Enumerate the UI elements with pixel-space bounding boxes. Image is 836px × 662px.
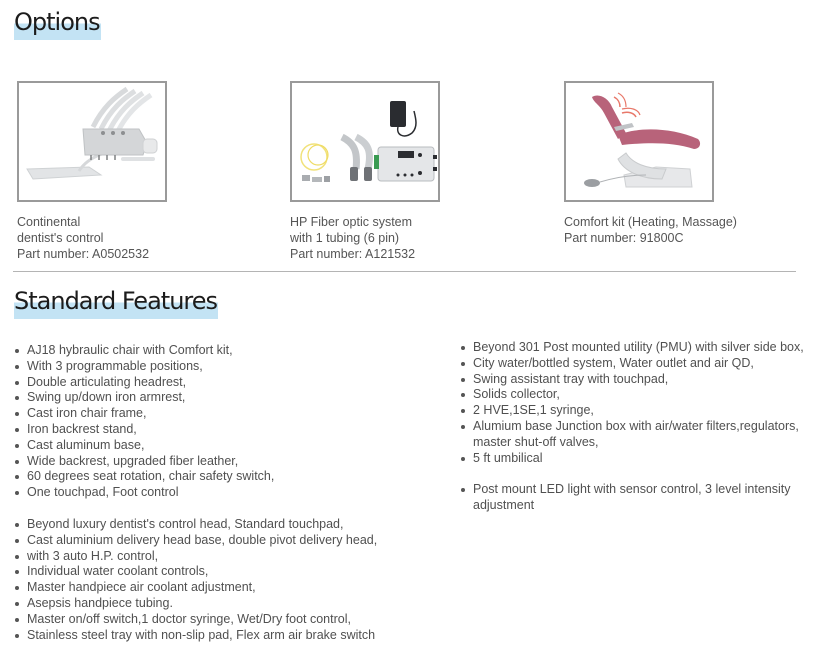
option-caption bbox=[564, 214, 737, 246]
list-item: Solids collector, bbox=[460, 387, 820, 403]
chair-features-list bbox=[14, 343, 274, 501]
list-item: Asepsis handpiece tubing. bbox=[14, 596, 377, 612]
list-item: City water/bottled system, Water outlet and air QD, bbox=[460, 356, 820, 372]
option-card-dentist-control bbox=[17, 81, 167, 262]
option-title-line2: dentist's control bbox=[17, 231, 104, 245]
list-item: 5 ft umbilical bbox=[460, 451, 820, 467]
list-item: Double articulating headrest, bbox=[14, 375, 274, 391]
option-title-line1: Continental bbox=[17, 215, 81, 229]
option-caption bbox=[17, 214, 167, 262]
option-part-number: Part number: A0502532 bbox=[17, 247, 150, 261]
list-item: Stainless steel tray with non-slip pad, Flex arm air brake switch bbox=[14, 628, 377, 644]
fiber-optic-system-photo bbox=[290, 81, 440, 202]
list-item: 60 degrees seat rotation, chair safety switch, bbox=[14, 469, 274, 485]
standard-features-heading bbox=[14, 289, 218, 313]
list-item: Iron backrest stand, bbox=[14, 422, 274, 438]
list-item: Cast aluminum base, bbox=[14, 438, 274, 454]
utility-features-list bbox=[460, 340, 820, 466]
options-heading bbox=[14, 10, 101, 34]
list-item: Individual water coolant controls, bbox=[14, 564, 377, 580]
list-item: Swing assistant tray with touchpad, bbox=[460, 372, 820, 388]
list-item: Swing up/down iron armrest, bbox=[14, 390, 274, 406]
option-card-comfort-kit bbox=[564, 81, 737, 246]
list-item: Cast iron chair frame, bbox=[14, 406, 274, 422]
list-item: Master on/off switch,1 doctor syringe, Wet/Dry foot control, bbox=[14, 612, 377, 628]
option-part-number: Part number: 91800C bbox=[564, 231, 684, 245]
list-item: 2 HVE,1SE,1 syringe, bbox=[460, 403, 820, 419]
option-card-fiber-optic bbox=[290, 81, 440, 262]
list-item: with 3 auto H.P. control, bbox=[14, 549, 377, 565]
options-heading-text: Options bbox=[14, 8, 101, 40]
dentist-control-head-image bbox=[19, 83, 165, 200]
list-item: Master handpiece air coolant adjustment, bbox=[14, 580, 377, 596]
list-item: Alumium base Junction box with air/water filters,regulators, master shut-off valves, bbox=[460, 419, 820, 451]
option-title-line2: with 1 tubing (6 pin) bbox=[290, 231, 400, 245]
option-part-number: Part number: A121532 bbox=[290, 247, 416, 261]
list-item: Cast aluminium delivery head base, double pivot delivery head, bbox=[14, 533, 377, 549]
list-item: Beyond 301 Post mounted utility (PMU) with silver side box, bbox=[460, 340, 820, 356]
list-item: Beyond luxury dentist's control head, Standard touchpad, bbox=[14, 517, 377, 533]
list-item: AJ18 hybraulic chair with Comfort kit, bbox=[14, 343, 274, 359]
list-item: Post mount LED light with sensor control, 3 level intensity adjustment bbox=[460, 482, 820, 514]
standard-features-heading-text: Standard Features bbox=[14, 287, 218, 319]
list-item: One touchpad, Foot control bbox=[14, 485, 274, 501]
comfort-kit-chair-photo bbox=[564, 81, 714, 202]
option-caption bbox=[290, 214, 440, 262]
section-divider bbox=[13, 271, 796, 272]
control-features-list bbox=[14, 517, 377, 643]
list-item: Wide backrest, upgraded fiber leather, bbox=[14, 454, 274, 470]
dentist-control-head-photo bbox=[17, 81, 167, 202]
list-item: With 3 programmable positions, bbox=[14, 359, 274, 375]
fiber-optic-system-image bbox=[292, 83, 438, 200]
comfort-kit-chair-image bbox=[566, 83, 712, 200]
option-title-line1: Comfort kit (Heating, Massage) bbox=[564, 215, 737, 229]
option-title-line1: HP Fiber optic system bbox=[290, 215, 413, 229]
light-features-list bbox=[460, 482, 820, 514]
